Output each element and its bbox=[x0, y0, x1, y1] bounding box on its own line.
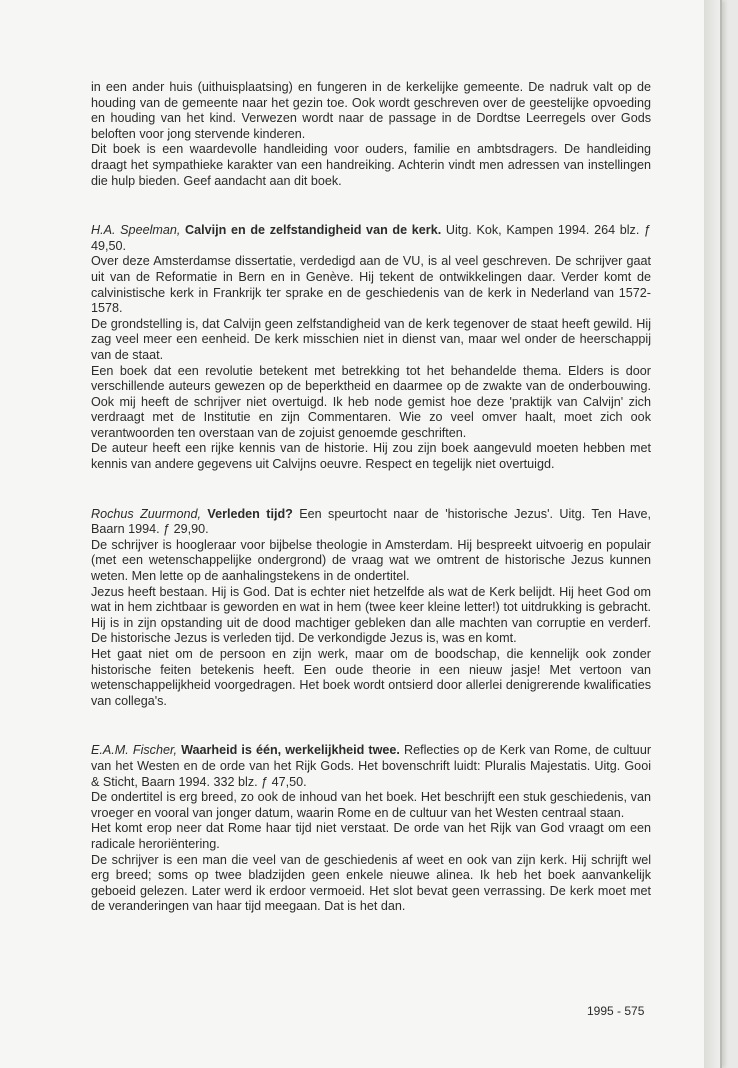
paragraph: Dit boek is een waardevolle handleiding voor ouders, familie en ambtsdragers. De handleiding draagt het sympathieke karakter van een handreiking. Achterin vindt men adressen van instellingen die hulp bieden. Geef aandacht aan dit boek. bbox=[91, 142, 651, 188]
review-heading bbox=[91, 223, 651, 254]
review-zuurmond bbox=[91, 507, 651, 710]
review-details: Een speurtocht naar de 'historische Jezus'. Uitg. Ten Have, Baarn 1994. ƒ 29,90. bbox=[91, 506, 651, 537]
review-heading bbox=[91, 507, 651, 538]
paragraph: in een ander huis (uithuisplaatsing) en fungeren in de kerkelijke gemeente. De nadruk valt op de houding van de gemeente naar het gezin toe. Ook wordt geschreven over de geestelijke opvoeding en houding van het kind. Verwezen wordt naar de passage in de Dordtse Leerregels over Gods beloften voor jong stervende kinderen. bbox=[91, 80, 651, 141]
page-gutter bbox=[704, 0, 720, 1068]
review-author: Rochus Zuurmond, bbox=[91, 506, 201, 521]
review-title: Calvijn en de zelfstandigheid van de kerk. bbox=[185, 223, 442, 238]
paragraph: Een boek dat een revolutie betekent met betrekking tot het behandelde thema. Elders is door verschillende auteurs gewezen op de beperktheid en daarmee op de zwakte van de onderbouwing. Ook mij heeft de schrijver niet overtuigd. Ik heb node gemist hoe deze 'praktijk van Calvijn' zich verdraagt met de Institutie en zijn Commentaren. Wie zo veel omver haalt, moet zich ook verantwoorden ten overstaan van de zojuist genoemde geschriften. bbox=[91, 363, 651, 440]
paragraph: Het gaat niet om de persoon en zijn werk, maar om de boodschap, die kennelijk ook zonder historische feiten betekenis heeft. Een oude theorie in een nieuw jasje! Met vertoon van wetenschappelijkheid voorgedragen. Het boek wordt ontsierd door allerlei denigrerende kwalificaties van collega's. bbox=[91, 647, 651, 708]
review-title: Waarheid is één, werkelijkheid twee. bbox=[181, 743, 400, 758]
paragraph: Het komt erop neer dat Rome haar tijd niet verstaat. De orde van het Rijk van God vraagt om een radicale heroriëntering. bbox=[91, 821, 651, 851]
paragraph: De schrijver is hoogleraar voor bijbelse theologie in Amsterdam. Hij bespreekt uitvoerig en populair (met een wetenschappelijke ondergrond) de vraag wat we omtrent de historische Jezus kunnen weten. Men lette op de aanhalingstekens in de ondertitel. bbox=[91, 537, 651, 584]
paragraph: De auteur heeft een rijke kennis van de historie. Hij zou zijn boek aangevuld moeten hebben met kennis van andere gegevens uit Calvijns oeuvre. Respect en tegelijk niet overtuigd. bbox=[91, 441, 651, 472]
review-heading bbox=[91, 743, 651, 790]
review-fischer bbox=[91, 743, 651, 915]
continuation-section bbox=[91, 80, 651, 189]
review-speelman bbox=[91, 223, 651, 473]
review-details: Uitg. Kok, Kampen 1994. 264 blz. ƒ 49,50. bbox=[91, 223, 652, 253]
page-text bbox=[91, 80, 651, 915]
paragraph: Over deze Amsterdamse dissertatie, verdedigd aan de VU, is al veel geschreven. De schrijver gaat uit van de Reformatie in Bern en in Genève. Hij tekent de ontwikkelingen daar. Verder komt de calvinistische kerk in Frankrijk ter sprake en de geschiedenis van de kerk in Nederland van 1572-1578. bbox=[91, 254, 651, 316]
review-details: Reflecties op de Kerk van Rome, de cultuur van het Westen en de orde van het Rijk Gods. Het bovenschrift luidt: Pluralis Majestatis. Uitg. Gooi & Sticht, Baarn 1994. 332 blz. ƒ 47,50. bbox=[91, 743, 652, 789]
paragraph: Jezus heeft bestaan. Hij is God. Dat is echter niet hetzelfde als wat de Kerk belijdt. Hij heet God om wat in hem zichtbaar is geworden en wat in hem (twee keer kleine letter!) tot uitdrukking is gebracht. Hij is in zijn opstanding uit de dood machtiger gebleken dan alle machten van corruptie en verderf. De historische Jezus is verleden tijd. De verkondigde Jezus is, was en komt. bbox=[91, 584, 651, 646]
paragraph: De schrijver is een man die veel van de geschiedenis af weet en ook van zijn kerk. Hij schrijft wel erg breed; soms op twee bladzijden geen enkele nieuwe alinea. Ik heb het boek aanvankelijk geboeid gelezen. Later werd ik erdoor vermoeid. Het slot bevat geen verrassing. De kerk moet met de veranderingen van haar tijd meegaan. Dat is het dan. bbox=[91, 852, 651, 914]
paragraph: De grondstelling is, dat Calvijn geen zelfstandigheid van de kerk tegenover de staat heeft gewild. Hij zag veel meer een eenheid. De kerk misschien niet in dienst van, maar wel onder de heerschappij van de staat. bbox=[91, 316, 651, 362]
review-author: E.A.M. Fischer, bbox=[91, 743, 177, 758]
review-author: H.A. Speelman, bbox=[91, 223, 181, 238]
review-title: Verleden tijd? bbox=[207, 506, 293, 521]
page-number: 1995 - 575 bbox=[587, 1004, 645, 1018]
paragraph: De ondertitel is erg breed, zo ook de inhoud van het boek. Het beschrijft een stuk geschiedenis, van vroeger en vooral van jonger datum, waarin Rome en de cultuur van het Westen centraal staan. bbox=[91, 790, 651, 820]
